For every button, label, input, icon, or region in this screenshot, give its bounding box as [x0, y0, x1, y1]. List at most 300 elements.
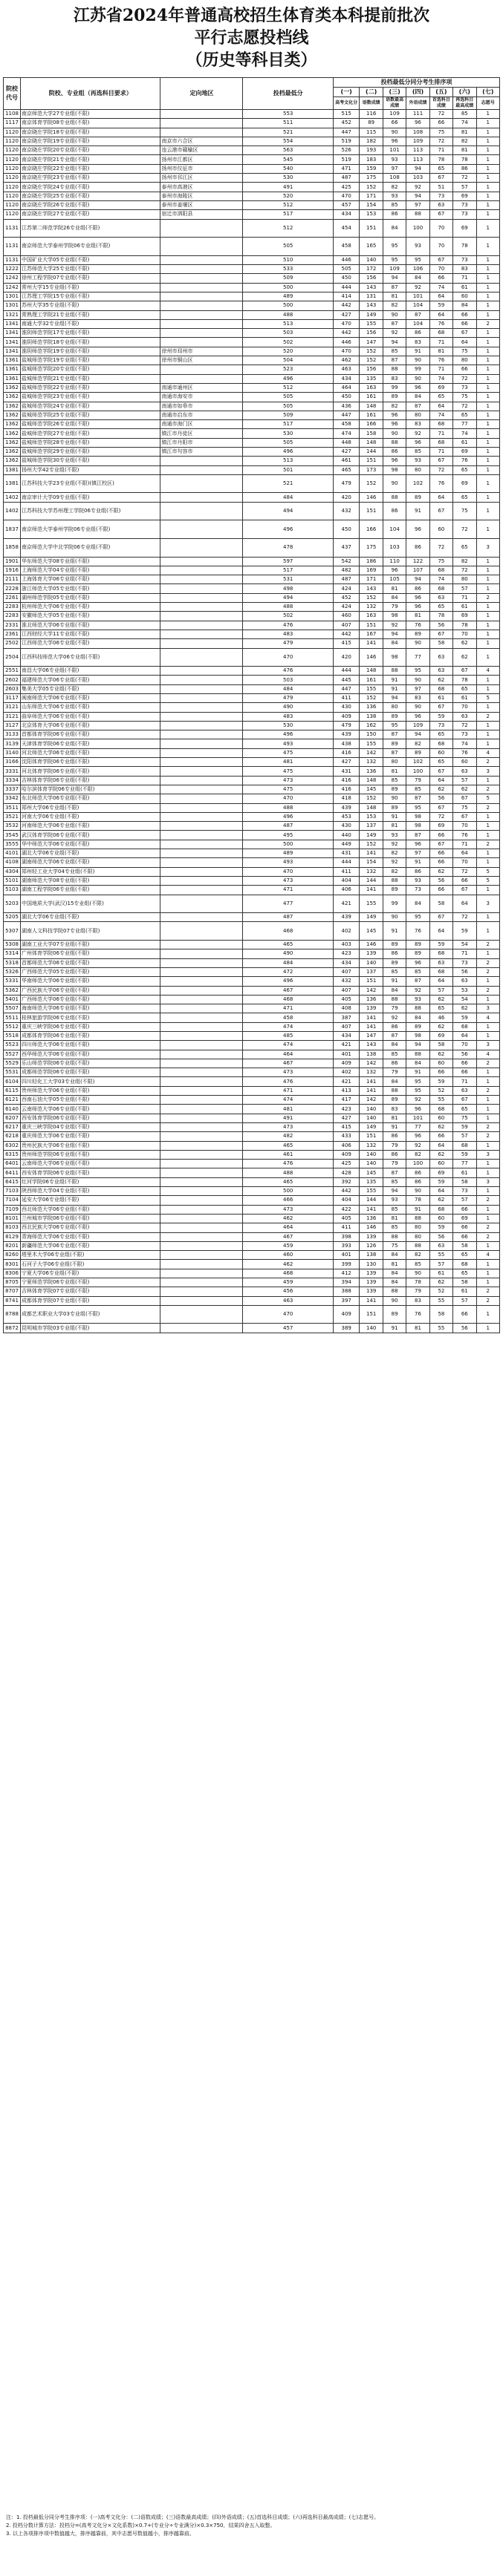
cell-score: 491 [243, 183, 333, 192]
cell-name: 西北民族大学06专业组(不限) [21, 1223, 160, 1232]
cell-loc [160, 785, 243, 794]
cell-name: 河北师范大学06专业组(不限) [21, 748, 160, 757]
cell-t7: 1 [476, 310, 499, 319]
cell-name: 南京晓庄学院22专业组(不限) [21, 164, 160, 173]
cell-t4: 78 [406, 1196, 429, 1205]
cell-t2: 151 [360, 621, 383, 630]
cell-loc: 扬州市仪征市 [160, 164, 243, 173]
cell-score: 471 [243, 886, 333, 895]
cell-t1: 411 [333, 867, 360, 876]
cell-t4: 95 [406, 803, 429, 812]
cell-t6: 66 [453, 365, 476, 374]
cell-name: 集美大学05专业组(不限) [21, 684, 160, 693]
cell-name: 北京体育大学06专业组(不限) [21, 721, 160, 730]
table-row [4, 676, 500, 684]
cell-t3: 103 [383, 538, 406, 557]
cell-t6: 69 [453, 447, 476, 456]
cell-name: 成都师范学院06专业组(不限) [21, 1068, 160, 1077]
cell-t1: 447 [333, 684, 360, 693]
cell-name: 西安体育学院06专业组(不限) [21, 1168, 160, 1177]
cell-t7: 1 [476, 566, 499, 575]
cell-score: 517 [243, 210, 333, 219]
cell-t3: 84 [383, 1041, 406, 1050]
cell-t7: 1 [476, 192, 499, 200]
cell-t4: 95 [406, 255, 429, 264]
cell-loc [160, 767, 243, 776]
cell-name: 哈尔滨体育学院06专业组(不限) [21, 785, 160, 794]
cell-t5: 56 [429, 1232, 452, 1241]
cell-t7: 1 [476, 831, 499, 840]
cell-t6: 75 [453, 1114, 476, 1122]
cell-name: 沈阳体育学院06专业组(不限) [21, 758, 160, 767]
cell-t6: 72 [453, 374, 476, 383]
cell-code: 1301 [4, 301, 21, 310]
cell-code: 1361 [4, 356, 21, 365]
cell-score: 479 [243, 639, 333, 648]
cell-t2: 156 [360, 274, 383, 283]
table-row [4, 255, 500, 264]
cell-t4: 76 [406, 922, 429, 941]
cell-t4: 85 [406, 1260, 429, 1269]
cell-t5: 68 [429, 949, 452, 958]
footnote-2: 2. 投档分数计算方法：投档分=(高考文化分×文化系数)×0.7+(专业分÷专业满分)×0.3×750，结果四舍五入取整。 [6, 2523, 276, 2528]
cell-t3: 90 [383, 1296, 406, 1305]
cell-name: 广西师范大学05专业组(不限) [21, 967, 160, 976]
header-subname-5: 首选科目成绩 [429, 97, 452, 110]
cell-code: 7104 [4, 1196, 21, 1205]
cell-t4: 85 [406, 967, 429, 976]
cell-t2: 169 [360, 566, 383, 575]
cell-t6: 61 [453, 603, 476, 612]
table-row [4, 721, 500, 730]
cell-t4: 89 [406, 941, 429, 949]
cell-t1: 416 [333, 776, 360, 785]
cell-score: 463 [243, 1296, 333, 1305]
cell-t7: 1 [476, 703, 499, 712]
cell-name: 南京审计大学09专业组(不限) [21, 493, 160, 502]
cell-t1: 453 [333, 812, 360, 821]
cell-t2: 135 [360, 1177, 383, 1186]
cell-t5: 56 [429, 621, 452, 630]
cell-t6: 69 [453, 612, 476, 621]
cell-t5: 60 [429, 520, 452, 539]
cell-t1: 416 [333, 785, 360, 794]
cell-t4: 87 [406, 402, 429, 411]
cell-score: 513 [243, 457, 333, 465]
table-row [4, 538, 500, 557]
cell-score: 490 [243, 949, 333, 958]
cell-t4: 98 [406, 1031, 429, 1040]
cell-name: 江苏理工学院15专业组(不限) [21, 292, 160, 301]
cell-t6: 81 [453, 128, 476, 137]
cell-loc [160, 329, 243, 338]
cell-t3: 75 [383, 1241, 406, 1250]
cell-t6: 77 [453, 1160, 476, 1168]
cell-t5: 63 [429, 667, 452, 676]
cell-t5: 62 [429, 995, 452, 1004]
cell-t4: 86 [406, 867, 429, 876]
cell-name: 首都体育学院06专业组(不限) [21, 730, 160, 739]
cell-t6: 84 [453, 301, 476, 310]
cell-t2: 153 [360, 210, 383, 219]
cell-loc [160, 502, 243, 520]
table-row [4, 1041, 500, 1050]
cell-loc [160, 858, 243, 867]
cell-t6: 73 [453, 1187, 476, 1196]
cell-t4: 91 [406, 347, 429, 356]
cell-code: 2283 [4, 603, 21, 612]
header-sub-7: (七) [476, 88, 499, 97]
cell-t6: 58 [453, 1177, 476, 1186]
cell-t6: 67 [453, 329, 476, 338]
cell-t6: 67 [453, 886, 476, 895]
cell-t1: 407 [333, 967, 360, 976]
table-row [4, 183, 500, 192]
cell-t5: 64 [429, 776, 452, 785]
cell-t6: 64 [453, 338, 476, 347]
cell-t3: 79 [383, 1141, 406, 1150]
cell-loc [160, 1105, 243, 1114]
table-row [4, 922, 500, 941]
cell-t2: 139 [360, 1269, 383, 1278]
cell-t4: 73 [406, 886, 429, 895]
table-row [4, 1141, 500, 1150]
table-row [4, 849, 500, 858]
cell-loc [160, 1251, 243, 1260]
cell-t3: 92 [383, 858, 406, 867]
table-row [4, 1050, 500, 1059]
cell-t5: 67 [429, 502, 452, 520]
cell-t1: 470 [333, 347, 360, 356]
cell-t2: 163 [360, 612, 383, 621]
table-row [4, 1086, 500, 1095]
table-row [4, 1232, 500, 1241]
cell-t6: 70 [453, 822, 476, 831]
cell-name: 延安大学06专业组(不限) [21, 1196, 160, 1205]
cell-name: 湖南工程学院06专业组(不限) [21, 886, 160, 895]
table-row [4, 593, 500, 602]
cell-name: 上海体育大学06专业组(不限) [21, 575, 160, 584]
cell-name: 南京晓庄学院18专业组(不限) [21, 128, 160, 137]
cell-score: 487 [243, 913, 333, 922]
cell-score: 478 [243, 538, 333, 557]
cell-t7: 1 [476, 684, 499, 693]
cell-t1: 444 [333, 858, 360, 867]
cell-loc [160, 255, 243, 264]
cell-t5: 68 [429, 566, 452, 575]
cell-t1: 487 [333, 174, 360, 183]
cell-t6: 74 [453, 119, 476, 128]
cell-t3: 84 [383, 1251, 406, 1260]
cell-t3: 87 [383, 319, 406, 328]
cell-t5: 69 [429, 822, 452, 831]
table-row [4, 502, 500, 520]
cell-t2: 152 [360, 593, 383, 602]
cell-t5: 52 [429, 1086, 452, 1095]
cell-name: 南京晓庄学院23专业组(不限) [21, 174, 160, 183]
cell-t6: 72 [453, 566, 476, 575]
cell-t3: 89 [383, 739, 406, 748]
cell-t6: 69 [453, 219, 476, 238]
cell-t1: 409 [333, 1305, 360, 1324]
table-row [4, 712, 500, 721]
cell-t7: 1 [476, 721, 499, 730]
cell-name: 南京晓庄学院27专业组(不限) [21, 210, 160, 219]
cell-score: 509 [243, 274, 333, 283]
cell-code: 6140 [4, 1105, 21, 1114]
cell-t5: 66 [429, 858, 452, 867]
cell-t2: 156 [360, 329, 383, 338]
cell-name: 盐城师范学院28专业组(不限) [21, 438, 160, 447]
cell-t2: 155 [360, 739, 383, 748]
cell-t6: 75 [453, 393, 476, 402]
table-row [4, 457, 500, 465]
cell-t6: 69 [453, 474, 476, 493]
cell-t7: 1 [476, 1077, 499, 1086]
cell-code: 2283 [4, 612, 21, 621]
cell-t4: 82 [406, 1251, 429, 1260]
cell-loc [160, 1150, 243, 1159]
cell-t3: 95 [383, 238, 406, 256]
cell-loc [160, 958, 243, 967]
cell-code: 5101 [4, 876, 21, 885]
cell-loc [160, 1287, 243, 1296]
cell-t6: 68 [453, 1022, 476, 1031]
cell-t5: 55 [429, 1324, 452, 1333]
table-row [4, 785, 500, 794]
table-row [4, 739, 500, 748]
cell-t7: 1 [476, 146, 499, 155]
cell-t2: 146 [360, 941, 383, 949]
cell-name: 广西师范大学06专业组(不限) [21, 995, 160, 1004]
header-subname-4: 外语成绩 [406, 97, 429, 110]
cell-t2: 156 [360, 365, 383, 374]
cell-loc [160, 593, 243, 602]
cell-t3: 86 [383, 502, 406, 520]
cell-score: 471 [243, 1086, 333, 1095]
cell-t3: 88 [383, 1086, 406, 1095]
cell-t3: 86 [383, 949, 406, 958]
cell-t3: 87 [383, 748, 406, 757]
title-line-1: 江苏省2024年普通高校招生体育类本科提前批次 [73, 6, 430, 25]
cell-name: 常州大学15专业组(不限) [21, 283, 160, 292]
table-row [4, 776, 500, 785]
cell-t2: 141 [360, 1077, 383, 1086]
cell-t4: 96 [406, 1132, 429, 1141]
cell-t1: 409 [333, 1150, 360, 1159]
cell-t1: 409 [333, 1059, 360, 1068]
cell-t7: 1 [476, 739, 499, 748]
cell-t2: 140 [360, 255, 383, 264]
cell-t6: 64 [453, 895, 476, 913]
cell-loc [160, 1114, 243, 1122]
cell-t1: 407 [333, 621, 360, 630]
cell-loc [160, 238, 243, 256]
cell-t4: 81 [406, 612, 429, 621]
cell-score: 489 [243, 292, 333, 301]
cell-t7: 1 [476, 411, 499, 419]
cell-t5: 62 [429, 1150, 452, 1159]
cell-t6: 73 [453, 210, 476, 219]
cell-score: 475 [243, 785, 333, 794]
cell-t3: 90 [383, 913, 406, 922]
cell-t6: 82 [453, 557, 476, 566]
cell-t1: 450 [333, 274, 360, 283]
cell-t7: 3 [476, 1004, 499, 1013]
cell-t6: 67 [453, 812, 476, 821]
cell-code: 8872 [4, 1324, 21, 1333]
cell-t7: 1 [476, 474, 499, 493]
cell-t7: 1 [476, 913, 499, 922]
cell-t6: 54 [453, 941, 476, 949]
cell-t5: 76 [429, 356, 452, 365]
cell-name: 成都艺术职业大学03专业组(不限) [21, 1305, 160, 1324]
cell-t1: 447 [333, 128, 360, 137]
cell-t2: 159 [360, 164, 383, 173]
cell-loc [160, 867, 243, 876]
cell-t7: 2 [476, 1086, 499, 1095]
cell-t5: 55 [429, 1251, 452, 1260]
cell-code: 8103 [4, 1223, 21, 1232]
cell-t3: 89 [383, 803, 406, 812]
cell-t5: 59 [429, 941, 452, 949]
cell-t5: 74 [429, 575, 452, 584]
cell-loc [160, 274, 243, 283]
cell-t5: 62 [429, 867, 452, 876]
cell-t5: 59 [429, 301, 452, 310]
table-row [4, 347, 500, 356]
cell-t3: 81 [383, 292, 406, 301]
table-row [4, 1160, 500, 1168]
cell-t5: 62 [429, 1022, 452, 1031]
cell-t2: 166 [360, 520, 383, 539]
cell-t4: 92 [406, 986, 429, 995]
cell-t3: 93 [383, 831, 406, 840]
table-row [4, 292, 500, 301]
cell-t2: 152 [360, 840, 383, 849]
cell-t5: 62 [429, 1050, 452, 1059]
cell-t4: 111 [406, 110, 429, 119]
cell-t3: 90 [383, 310, 406, 319]
cell-code: 1120 [4, 192, 21, 200]
cell-t2: 151 [360, 977, 383, 986]
table-row [4, 977, 500, 986]
cell-code: 8788 [4, 1305, 21, 1324]
footnote-1: 注：1. 投档最低分同分考生排序项：(一)高考文化分：(二)语数成绩；(三)语数最高成绩；(四)外语成绩；(五)首选科目成绩；(六)再选科目最高成绩；(七)志愿号。 [6, 2514, 380, 2520]
cell-code: 1381 [4, 465, 21, 474]
cell-t3: 66 [383, 119, 406, 128]
cell-t3: 84 [383, 219, 406, 238]
cell-code: 2551 [4, 667, 21, 676]
cell-t7: 1 [476, 502, 499, 520]
header-sub-6: (六) [453, 88, 476, 97]
cell-loc: 南通市启东市 [160, 411, 243, 419]
cell-t2: 152 [360, 347, 383, 356]
cell-t1: 409 [333, 712, 360, 721]
cell-code: 3511 [4, 803, 21, 812]
cell-t4: 86 [406, 538, 429, 557]
cell-t4: 88 [406, 1004, 429, 1013]
cell-t6: 56 [453, 1324, 476, 1333]
cell-code: 1222 [4, 265, 21, 274]
cell-t4: 90 [406, 703, 429, 712]
cell-code: 8741 [4, 1296, 21, 1305]
cell-code: 3532 [4, 822, 21, 831]
cell-t3: 109 [383, 110, 406, 119]
cell-t5: 62 [429, 1278, 452, 1287]
cell-t6: 70 [453, 1041, 476, 1050]
cell-code: 1362 [4, 438, 21, 447]
cell-loc: 宿迁市泗阳县 [160, 210, 243, 219]
cell-t2: 149 [360, 310, 383, 319]
cell-name: 南京晓庄学院25专业组(不限) [21, 192, 160, 200]
cell-t5: 61 [429, 694, 452, 703]
cell-t2: 132 [360, 603, 383, 612]
cell-name: 湖南工业大学07专业组(不限) [21, 941, 160, 949]
cell-t4: 93 [406, 238, 429, 256]
cell-t7: 1 [476, 174, 499, 183]
cell-t3: 90 [383, 128, 406, 137]
table-row [4, 876, 500, 885]
cell-code: 5326 [4, 967, 21, 976]
cell-t2: 152 [360, 794, 383, 803]
cell-t1: 442 [333, 301, 360, 310]
cell-loc [160, 219, 243, 238]
cell-t4: 97 [406, 684, 429, 693]
header-score: 投档最低分 [243, 78, 333, 110]
cell-t7: 5 [476, 794, 499, 803]
cell-t4: 82 [406, 1150, 429, 1159]
cell-t2: 182 [360, 137, 383, 146]
cell-t4: 89 [406, 630, 429, 638]
cell-score: 554 [243, 137, 333, 146]
cell-name: 南京师范大学泰州学院06专业组(不限) [21, 238, 160, 256]
cell-code: 1120 [4, 155, 21, 164]
cell-t5: 63 [429, 593, 452, 602]
cell-t7: 1 [476, 155, 499, 164]
cell-loc [160, 1086, 243, 1095]
cell-t2: 141 [360, 1013, 383, 1022]
cell-t3: 91 [383, 812, 406, 821]
cell-name: 湖南人文科技学院07专业组(不限) [21, 922, 160, 941]
cell-code: 5307 [4, 922, 21, 941]
cell-t4: 104 [406, 319, 429, 328]
cell-t1: 450 [333, 520, 360, 539]
cell-loc [160, 538, 243, 557]
cell-score: 488 [243, 603, 333, 612]
cell-score: 473 [243, 1068, 333, 1077]
cell-t4: 91 [406, 858, 429, 867]
cell-loc [160, 365, 243, 374]
cell-t1: 421 [333, 1041, 360, 1050]
cell-score: 466 [243, 1196, 333, 1205]
cell-score: 485 [243, 1031, 333, 1040]
cell-score: 505 [243, 402, 333, 411]
table-row [4, 493, 500, 502]
cell-t2: 144 [360, 1196, 383, 1205]
cell-score: 563 [243, 146, 333, 155]
cell-score: 465 [243, 941, 333, 949]
table-row [4, 438, 500, 447]
cell-loc [160, 1096, 243, 1105]
cell-loc [160, 812, 243, 821]
cell-t1: 406 [333, 886, 360, 895]
cell-t2: 142 [360, 1096, 383, 1105]
cell-t1: 465 [333, 465, 360, 474]
cell-t6: 72 [453, 174, 476, 183]
cell-t7: 3 [476, 1150, 499, 1159]
cell-score: 505 [243, 238, 333, 256]
